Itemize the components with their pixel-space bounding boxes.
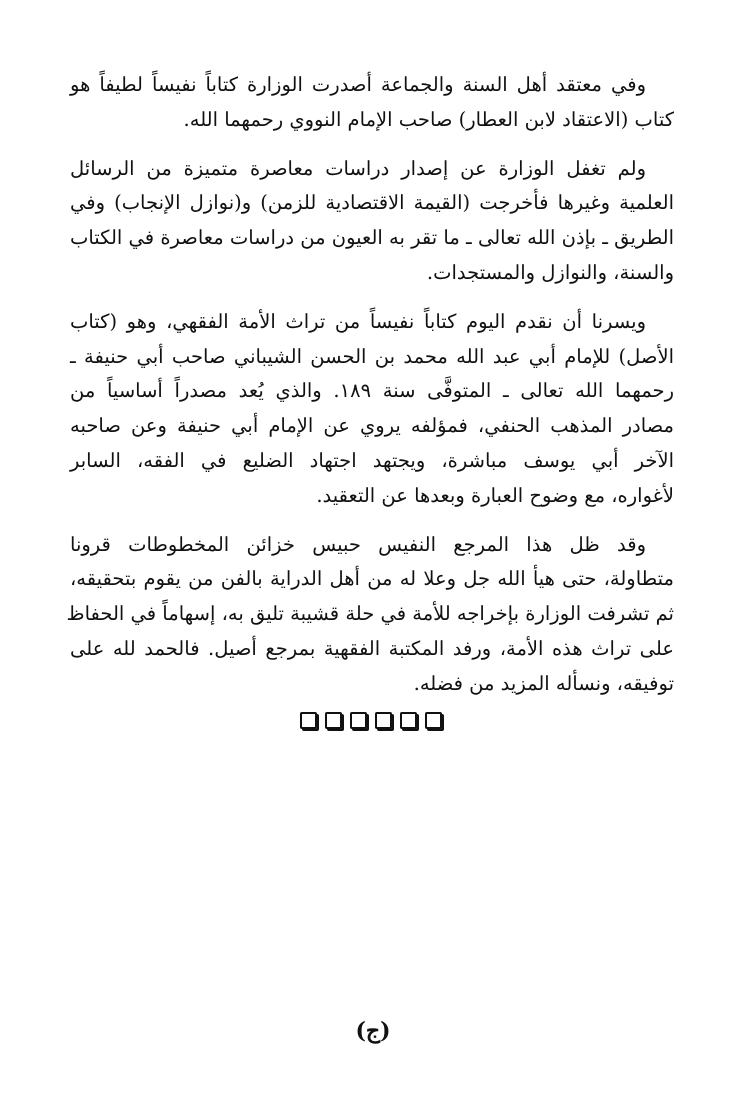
paragraph-line: الطريق ـ بإذن الله تعالى ـ ما تقر به العيون من دراسات معاصرة في الكتاب <box>70 226 674 250</box>
divider-square-icon <box>375 712 392 729</box>
paragraph <box>70 68 674 138</box>
page-number: (ج) <box>355 1018 391 1044</box>
paragraph-line: وفي معتقد أهل السنة والجماعة أصدرت الوزارة كتاباً نفيساً لطيفاً هو <box>70 73 646 96</box>
page-body <box>66 68 674 716</box>
paragraph-line: والسنة، والنوازل والمستجدات. <box>426 260 674 284</box>
paragraph-line: وقد ظل هذا المرجع النفيس حبيس خزائن المخطوطات قرونا <box>70 532 646 556</box>
paragraph-line: ويسرنا أن نقدم اليوم كتاباً نفيساً من تراث الأمة الفقهي، وهو (كتاب <box>70 309 646 333</box>
paragraph-line: الآخر أبي يوسف مباشرة، ويجتهد اجتهاد الضليع في الفقه، السابر <box>70 448 674 472</box>
divider-square-icon <box>425 712 442 729</box>
paragraph-line: مصادر المذهب الحنفي، فمؤلفه يروي عن الإمام أبي حنيفة وعن صاحبه <box>70 414 674 438</box>
paragraph-line: ثم تشرفت الوزارة بإخراجه للأمة في حلة قشيبة تليق به، إسهاماً في الحفاظ <box>66 602 674 626</box>
divider-square-icon <box>400 712 417 729</box>
divider-square-icon <box>325 712 342 729</box>
divider-square-icon <box>350 712 367 729</box>
paragraph <box>70 305 674 514</box>
paragraph-line: العلمية وغيرها فأخرجت (القيمة الاقتصادية للزمن) و(نوازل الإنجاب) وفي <box>70 191 674 215</box>
paragraph-line: رحمهما الله تعالى ـ المتوفَّى سنة ١٨٩. والذي يُعد مصدراً أساسياً من <box>70 379 674 403</box>
paragraph-line: متطاولة، حتى هيأ الله جل وعلا له من أهل الدراية بالفن من يقوم بتحقيقه، <box>70 567 674 591</box>
paragraph <box>66 528 674 702</box>
paragraph-line: ولم تغفل الوزارة عن إصدار دراسات معاصرة متميزة من الرسائل <box>70 156 646 180</box>
section-divider <box>0 712 746 729</box>
paragraph-line: على تراث هذه الأمة، ورفد المكتبة الفقهية بمرجع أصيل. فالحمد لله على <box>70 636 674 660</box>
paragraph-line: لأغواره، مع وضوح العبارة وبعدها عن التعقيد. <box>316 483 674 507</box>
divider-square-icon <box>300 712 317 729</box>
paragraph-line: الأصل) للإمام أبي عبد الله محمد بن الحسن الشيباني صاحب أبي حنيفة ـ <box>70 344 674 368</box>
paragraph-line: كتاب (الاعتقاد لابن العطار) صاحب الإمام النووي رحمهما الله. <box>183 107 674 131</box>
paragraph <box>70 152 674 291</box>
paragraph-line: توفيقه، ونسأله المزيد من فضله. <box>413 671 674 695</box>
